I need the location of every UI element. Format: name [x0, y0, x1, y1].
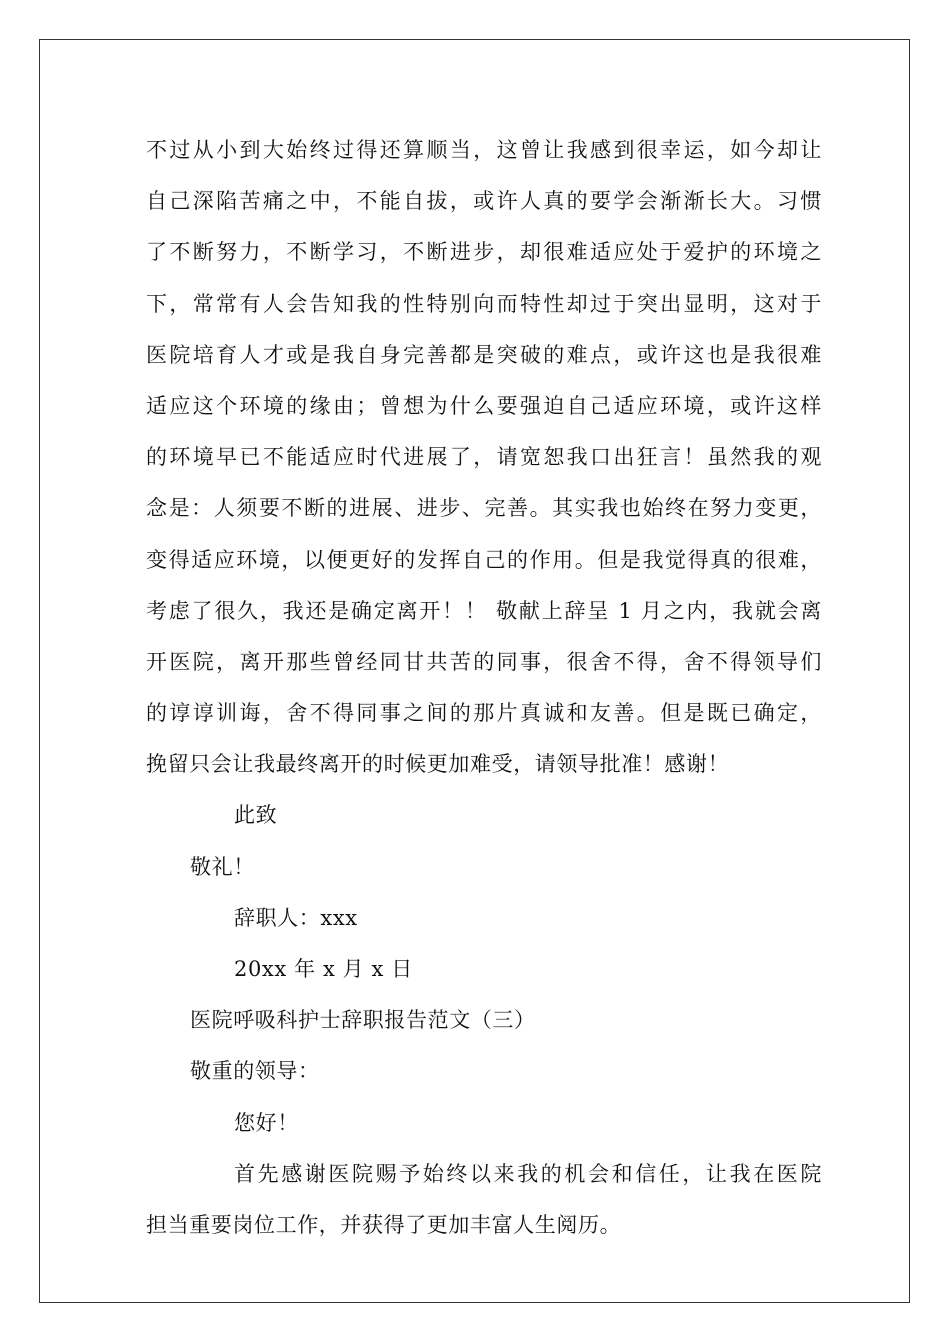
body-line: 适应这个环境的缘由；曾想为什么要强迫自己适应环境，或许这样: [146, 393, 822, 418]
body-line: 的环境早已不能适应时代进展了，请宽恕我口出狂言！虽然我的观: [146, 445, 822, 470]
signature-line: 辞职人：xxx: [234, 905, 358, 930]
body-line: 考虑了很久，我还是确定离开！！ 敬献上辞呈 1 月之内，我就会离: [146, 598, 822, 623]
body-line: 的谆谆训诲，舍不得同事之间的那片真诚和友善。但是既已确定，: [146, 701, 822, 726]
body-line: 下，常常有人会告知我的性特别向而特性却过于突出显明，这对于: [146, 291, 822, 316]
salute-text: 敬礼！: [190, 854, 255, 879]
body-line: 挽留只会让我最终离开的时候更加难受，请领导批准！感谢！: [146, 752, 730, 777]
section-title: 医院呼吸科护士辞职报告范文（三）: [190, 1008, 536, 1033]
greeting-line: 您好！: [234, 1110, 299, 1135]
body-line: 了不断努力，不断学习，不断进步，却很难适应处于爱护的环境之: [146, 240, 822, 265]
body-line: 医院培育人才或是我自身完善都是突破的难点，或许这也是我很难: [146, 342, 822, 367]
body-line: 开医院，离开那些曾经同甘共苦的同事，很舍不得，舍不得领导们: [146, 649, 822, 674]
document-body: [146, 128, 822, 1254]
body-line: 不过从小到大始终过得还算顺当，这曾让我感到很幸运，如今却让: [146, 138, 822, 162]
paragraph-line: 首先感谢医院赐予始终以来我的机会和信任，让我在医院: [234, 1161, 822, 1186]
paragraph-line: 担当重要岗位工作，并获得了更加丰富人生阅历。: [146, 1212, 622, 1237]
closing-text: 此致: [234, 803, 278, 828]
body-line: 自己深陷苦痛之中，不能自拔，或许人真的要学会渐渐长大。习惯: [146, 189, 822, 214]
addressee-line: 敬重的领导：: [190, 1059, 320, 1084]
body-line: 变得适应环境，以便更好的发挥自己的作用。但是我觉得真的很难，: [146, 547, 822, 572]
body-line: 念是：人须要不断的进展、进步、完善。其实我也始终在努力变更，: [146, 496, 822, 521]
date-line: 20xx 年 x 月 x 日: [234, 957, 413, 981]
